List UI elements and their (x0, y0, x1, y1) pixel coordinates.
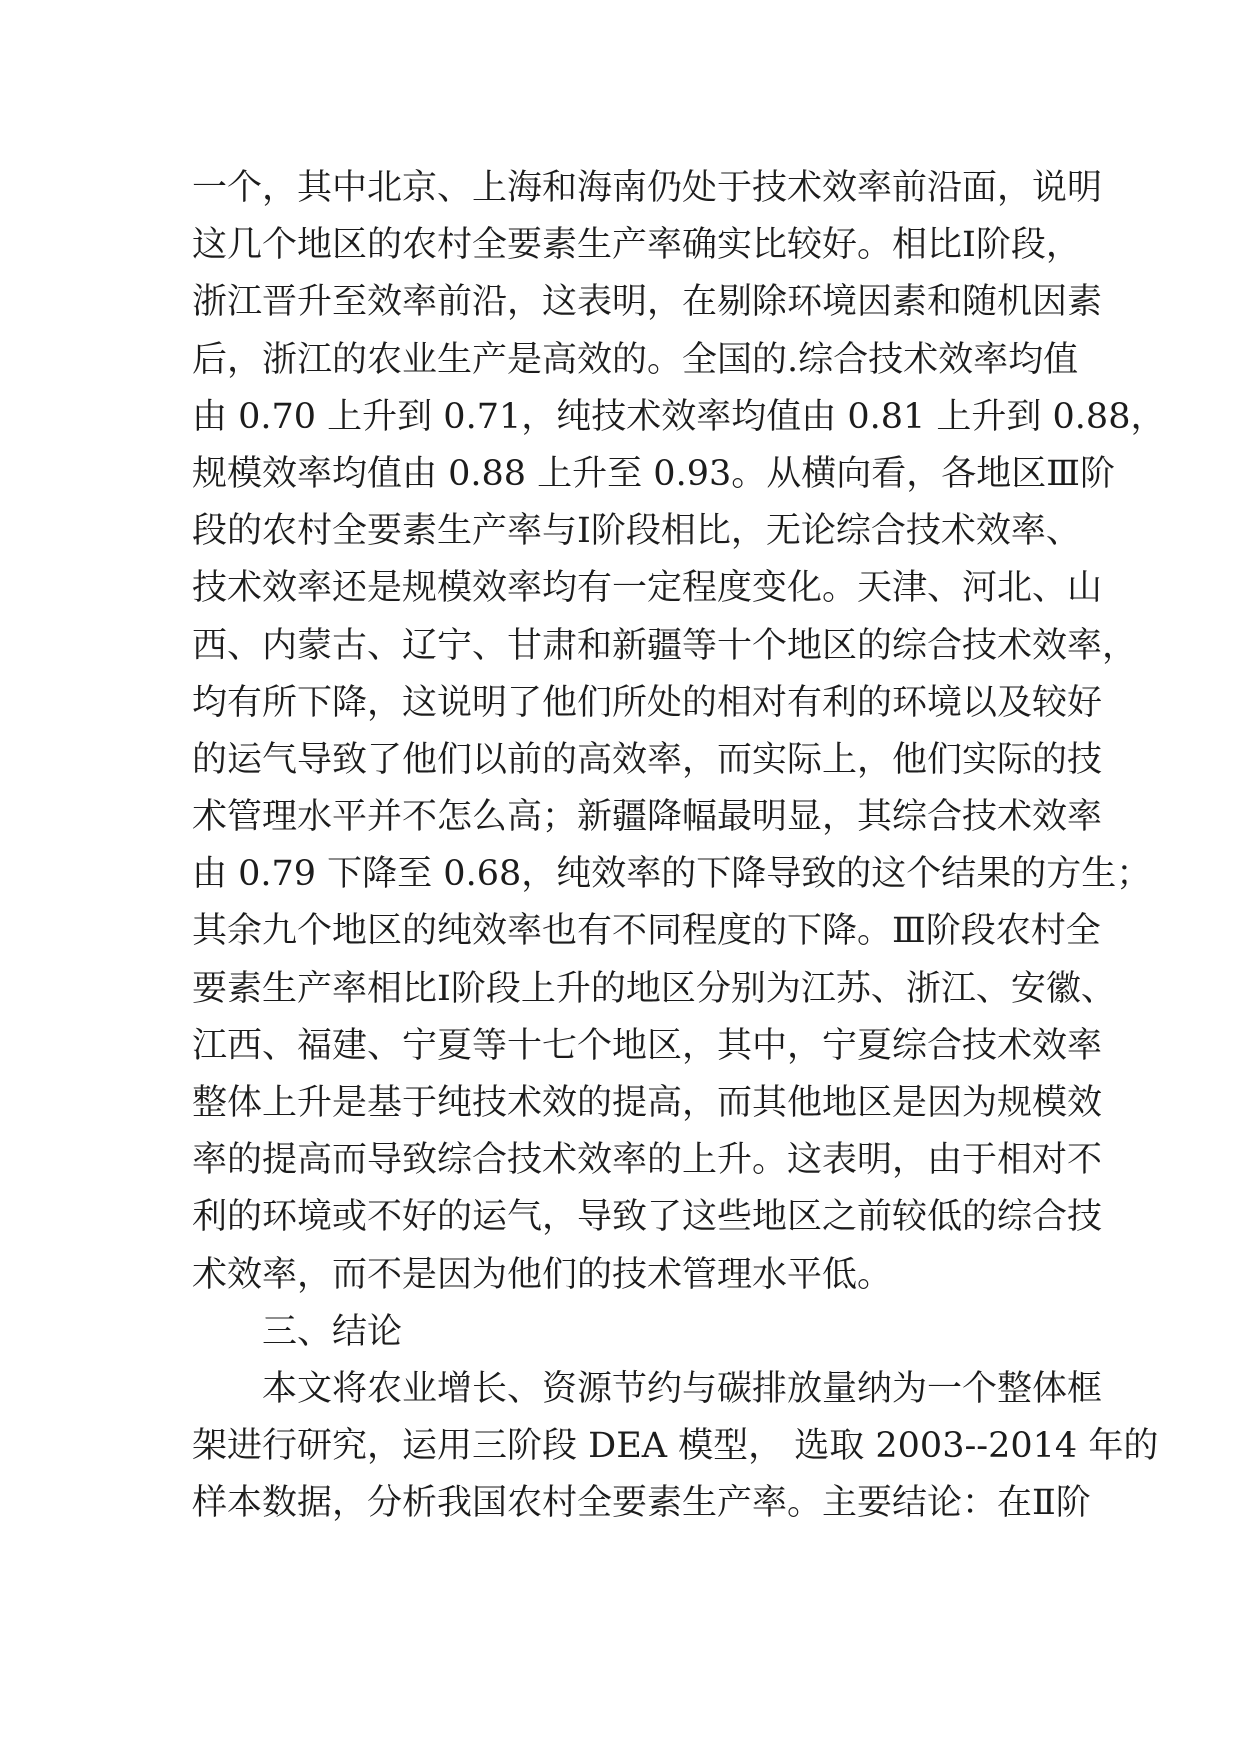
text-line: 术管理水平并不怎么高；新疆降幅最明显，其综合技术效率 (192, 797, 1103, 838)
text-line: 要素生产率相比Ⅰ阶段上升的地区分别为江苏、浙江、安徽、 (192, 968, 1116, 1009)
paragraph-results (192, 160, 1166, 1304)
text-line: 利的环境或不好的运气，导致了这些地区之前较低的综合技 (192, 1197, 1103, 1238)
text-line: 西、内蒙古、辽宁、甘肃和新疆等十个地区的综合技术效率， (192, 625, 1138, 666)
text-line: 规模效率均值由 0.88 上升至 0.93。从横向看，各地区Ⅲ阶 (192, 453, 1115, 494)
text-line: 浙江晋升至效率前沿，这表明，在剔除环境因素和随机因素 (192, 282, 1103, 323)
text-line: 架进行研究，运用三阶段 DEA 模型， 选取 2003--2014 年的 (192, 1426, 1159, 1467)
text-line: 技术效率还是规模效率均有一定程度变化。天津、河北、山 (192, 568, 1103, 609)
text-line: 这几个地区的农村全要素生产率确实比较好。相比Ⅰ阶段， (192, 225, 1081, 266)
text-line: 率的提高而导致综合技术效率的上升。这表明，由于相对不 (192, 1140, 1103, 1181)
text-line: 由 0.70 上升到 0.71，纯技术效率均值由 0.81 上升到 0.88， (192, 396, 1166, 437)
paragraph-conclusion (192, 1361, 1159, 1533)
text-line: 样本数据，分析我国农村全要素生产率。主要结论：在Ⅱ阶 (192, 1483, 1091, 1524)
text-line: 整体上升是基于纯技术效的提高，而其他地区是因为规模效 (192, 1083, 1103, 1123)
text-line: 一个，其中北京、上海和海南仍处于技术效率前沿面，说明 (192, 168, 1103, 208)
text-line: 本文将农业增长、资源节约与碳排放量纳为一个整体框 (262, 1368, 1103, 1409)
text-line: 均有所下降，这说明了他们所处的相对有利的环境以及较好 (192, 682, 1103, 723)
text-line: 术效率，而不是因为他们的技术管理水平低。 (192, 1254, 893, 1295)
text-line: 后，浙江的农业生产是高效的。全国的.综合技术效率均值 (192, 339, 1079, 380)
text-line: 的运气导致了他们以前的高效率，而实际上，他们实际的技 (192, 739, 1103, 780)
document-body (192, 160, 1166, 1533)
text-line: 江西、福建、宁夏等十七个地区，其中，宁夏综合技术效率 (192, 1025, 1103, 1066)
text-line: 其余九个地区的纯效率也有不同程度的下降。Ⅲ阶段农村全 (192, 911, 1101, 952)
text-line: 由 0.79 下降至 0.68，纯效率的下降导致的这个结果的方生； (192, 854, 1152, 895)
text-line: 段的农村全要素生产率与Ⅰ阶段相比，无论综合技术效率、 (192, 511, 1081, 552)
section-heading: 三、结论 (262, 1311, 403, 1352)
